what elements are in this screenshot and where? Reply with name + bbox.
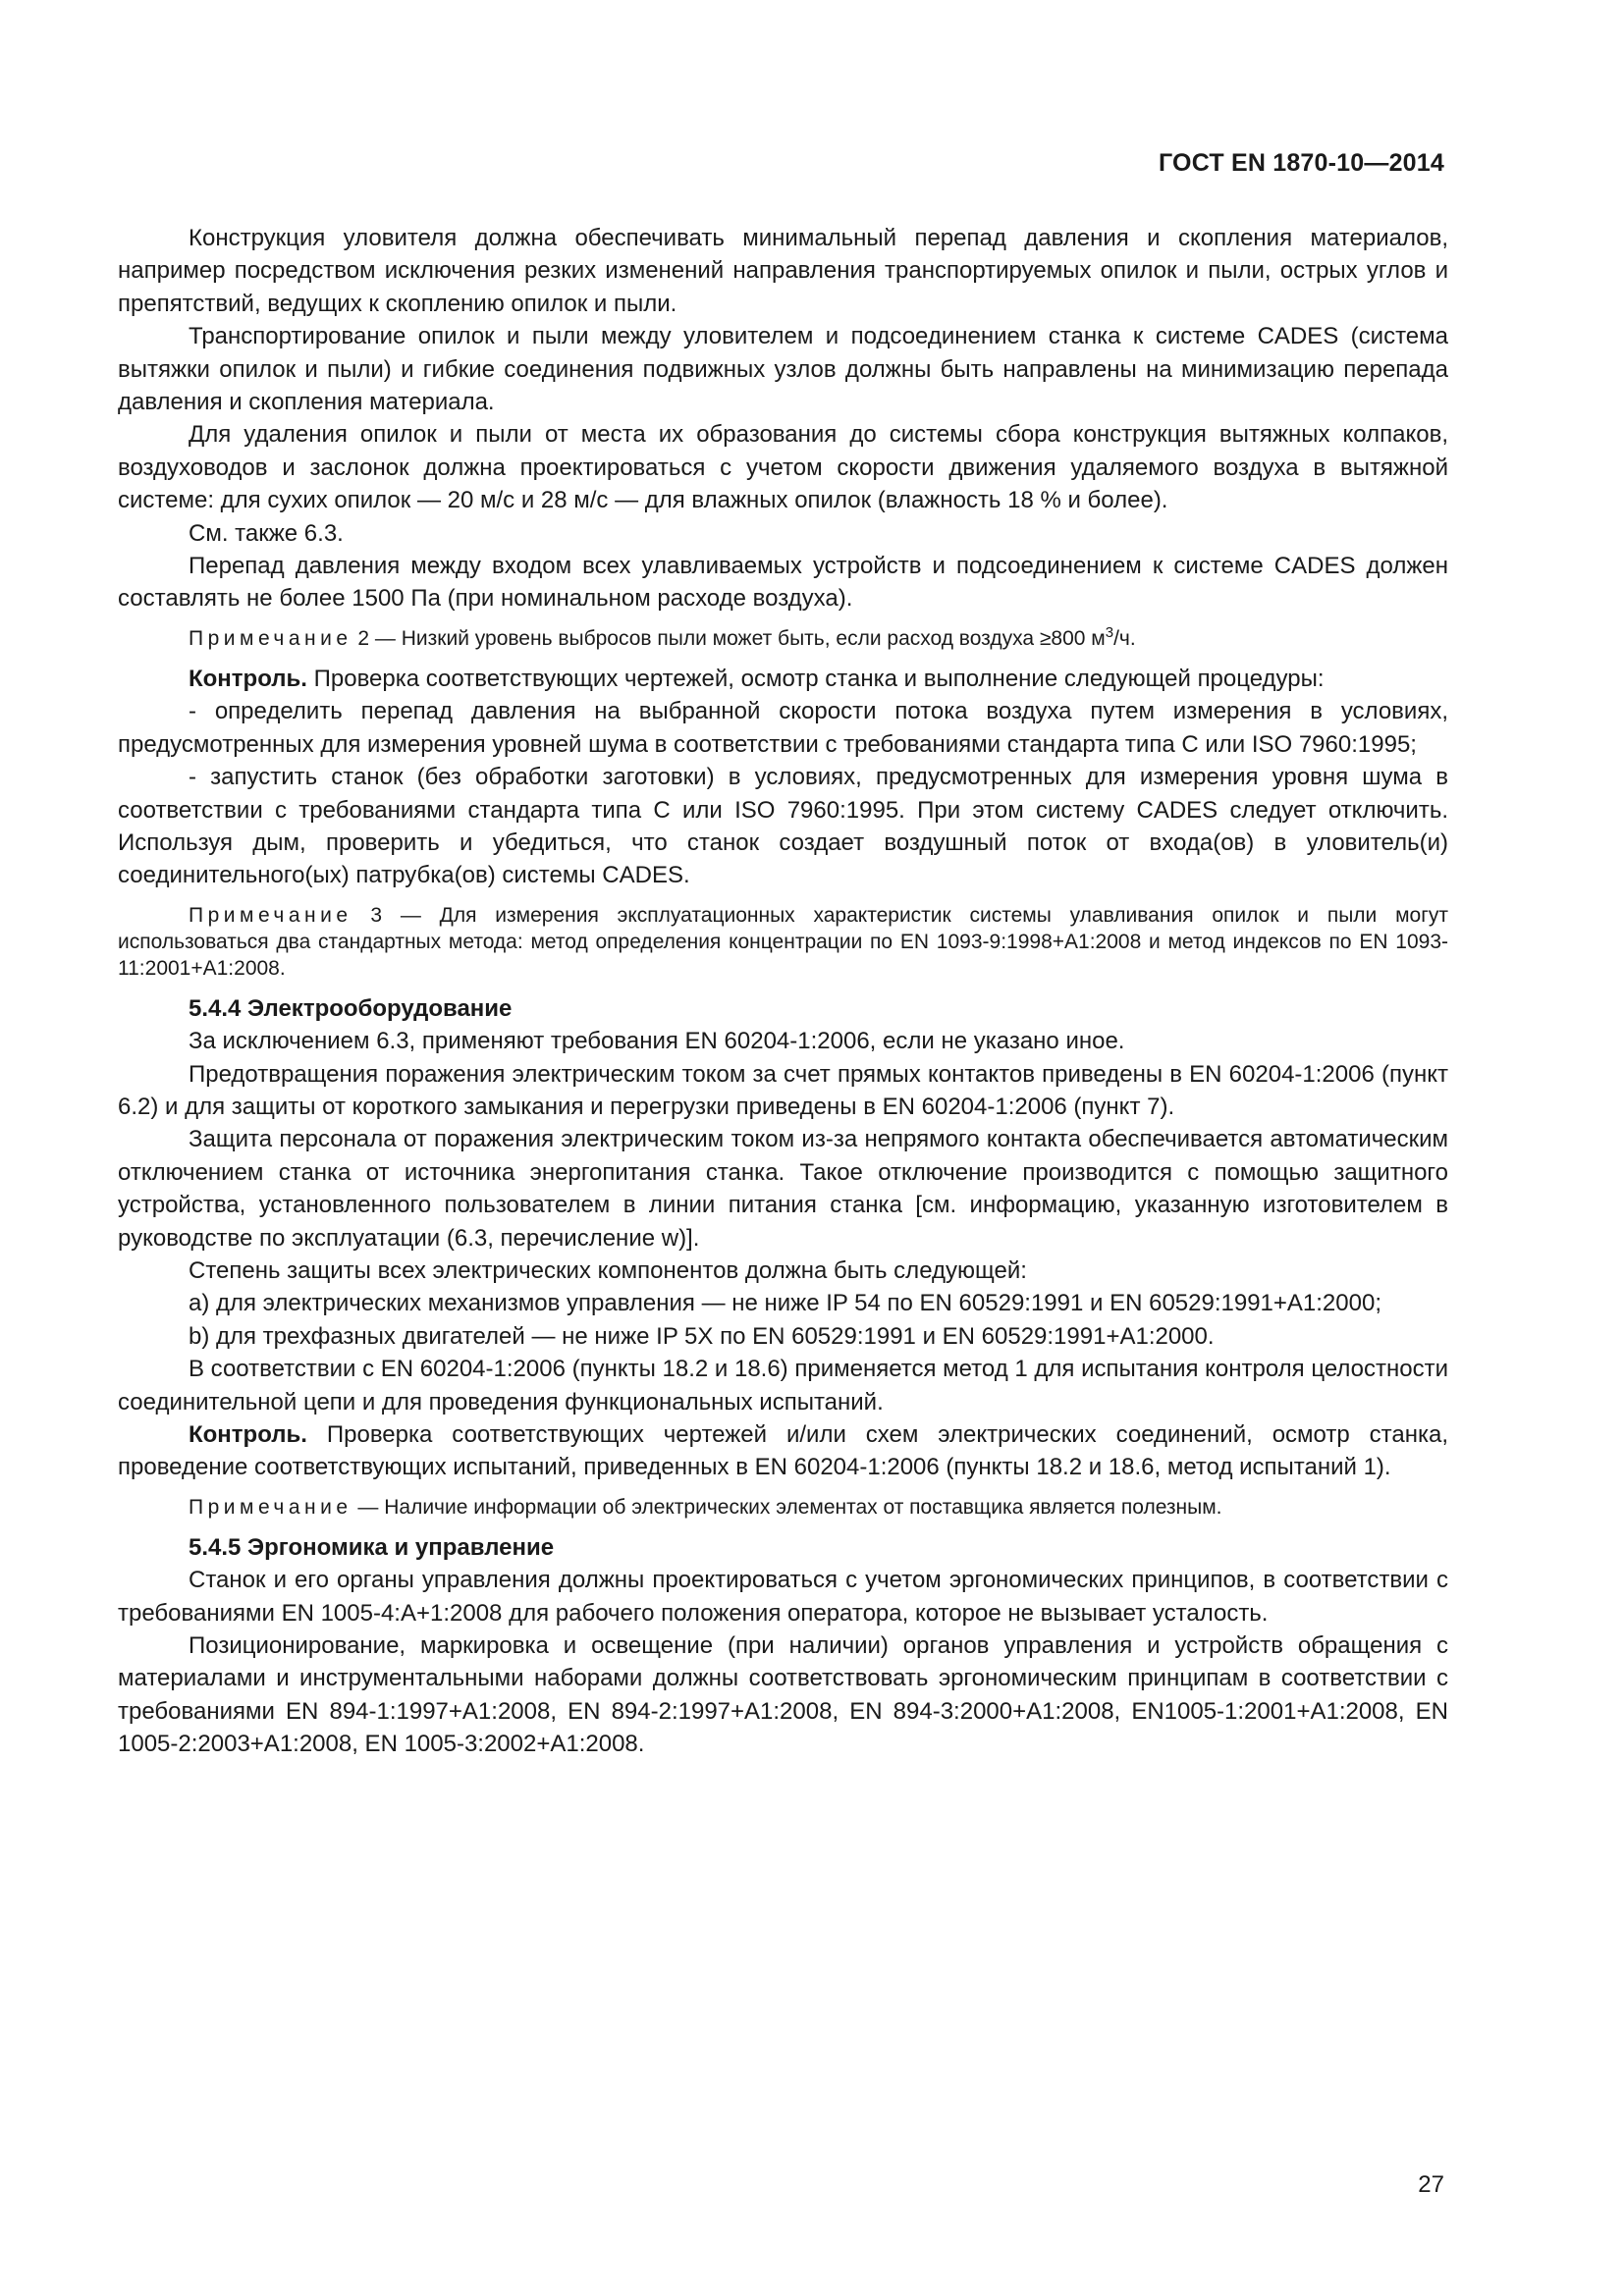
note-label: Примечание [189,903,352,927]
note-4 [118,1494,1448,1521]
paragraph: Станок и его органы управления должны проектироваться с учетом эргономических принципов, в соответствии с требованиями EN 1005-4:А+1:2008 для рабочего положения оператора, которое не вызывает усталость. [118,1567,1448,1627]
paragraph: Предотвращения поражения электрическим током за счет прямых контактов приведены в EN 60204-1:2006 (пункт 6.2) и для защиты от короткого замыкания и перегрузки приведены в EN 60204-1:2006 (пункт 7). [118,1060,1448,1120]
body-text [118,222,1448,1761]
paragraph: Конструкция уловителя должна обеспечивать минимальный перепад давления и скопления материалов, например посредством исключения резких изменений направления транспортируемых опилок и пыли, острых углов и препятствий, ведущих к скоплению опилок и пыли. [118,225,1448,317]
control-text: Проверка соответствующих чертежей и/или схем электрических соединений, осмотр станка, проведение соответствующих испытаний, приведенных в EN 60204-1:2006 (пункты 18.2 и 18.6, метод испытаний 1). [118,1421,1448,1481]
paragraph: Транспортирование опилок и пыли между уловителем и подсоединением станка к системе CADES (система вытяжки опилок и пыли) и гибкие соединения подвижных узлов должны быть направлены на минимизацию перепада давления и скопления материала. [118,323,1448,416]
note-text: 3 — Для измерения эксплуатационных характеристик системы улавливания опилок и пыли могут использоваться два стандартных метода: метод определения концентрации по EN 1093-9:1998+А1:2008 и метод индексов по EN 1093-11:2001+А1:2008. [118,903,1448,980]
note-2 [118,625,1448,652]
list-item: - запустить станок (без обработки заготовки) в условиях, предусмотренных для измерения уровня шума в соответствии с требованиями стандарта типа С или ISO 7960:1995. При этом систему CADES следует отключить. Используя дым, проверить и убедиться, что станок создает воздушный поток от входа(ов) в уловитель(и) соединительного(ых) патрубка(ов) системы CADES. [118,764,1448,889]
paragraph: Перепад давления между входом всех улавливаемых устройств и подсоединением к системе CADES должен составлять не более 1500 Па (при номинальном расходе воздуха). [118,553,1448,613]
paragraph: В соответствии с EN 60204-1:2006 (пункты 18.2 и 18.6) применяется метод 1 для испытания контроля целостности соединительной цепи и для проведения функциональных испытаний. [118,1356,1448,1415]
paragraph: Степень защиты всех электрических компонентов должна быть следующей: [189,1256,1027,1284]
note-text: 2 — Низкий уровень выбросов пыли может быть, если расход воздуха ≥800 м [352,626,1106,650]
note-text: — Наличие информации об электрических элементах от поставщика является полезным. [352,1495,1222,1519]
note-label: Примечание [189,626,352,650]
note-label: Примечание [189,1495,352,1519]
control-paragraph [118,1418,1448,1484]
paragraph: Защита персонала от поражения электрическим током из-за непрямого контакта обеспечивается автоматическим отключением станка от источника энергопитания станка. Такое отключение производится с помощью защитного устройства, установленного пользователем в линии питания станка [см. информацию, указанную изготовителем в руководстве по эксплуатации (6.3, перечисление w)]. [118,1126,1448,1252]
control-paragraph [118,663,1448,695]
document-id: ГОСТ EN 1870-10—2014 [1159,149,1444,177]
list-item: а) для электрических механизмов управления — не ниже IP 54 по EN 60529:1991 и EN 60529:1991+А1:2000; [189,1290,1381,1317]
note-3 [118,902,1448,982]
list-item: - определить перепад давления на выбранной скорости потока воздуха путем измерения в условиях, предусмотренных для измерения уровней шума в соответствии с требованиями стандарта типа С или ISO 7960:1995; [118,698,1448,758]
list-item: b) для трехфазных двигателей — не ниже IP 5X по EN 60529:1991 и EN 60529:1991+А1:2000. [189,1322,1215,1350]
page-number: 27 [1418,2171,1444,2198]
paragraph: См. также 6.3. [189,519,344,547]
section-heading-5-4-4: 5.4.4 Электрооборудование [189,994,513,1022]
note-superscript: 3 [1105,623,1114,641]
control-text: Проверка соответствующих чертежей, осмотр станка и выполнение следующей процедуры: [306,665,1325,692]
paragraph: Позиционирование, маркировка и освещение (при наличии) органов управления и устройств обращения с материалами и инструментальными наборами должны соответствовать эргономическим принципам в соответствии с требованиями EN 894-1:1997+А1:2008, EN 894-2:1997+А1:2008, EN 894-3:2000+А1:2008, EN1005-1:2001+А1:2008, EN 1005-2:2003+А1:2008, EN 1005-3:2002+А1:2008. [118,1632,1448,1758]
paragraph: Для удаления опилок и пыли от места их образования до системы сбора конструкция вытяжных колпаков, воздуховодов и заслонок должна проектироваться с учетом скорости движения удаляемого воздуха в вытяжной системе: для сухих опилок — 20 м/с и 28 м/с — для влажных опилок (влажность 18 % и более). [118,421,1448,514]
control-lead: Контроль. [189,1421,307,1448]
paragraph: За исключением 6.3, применяют требования EN 60204-1:2006, если не указано иное. [189,1028,1125,1055]
section-heading-5-4-5: 5.4.5 Эргономика и управление [189,1533,555,1561]
control-lead: Контроль. [189,665,307,692]
note-tail: /ч. [1113,626,1136,650]
